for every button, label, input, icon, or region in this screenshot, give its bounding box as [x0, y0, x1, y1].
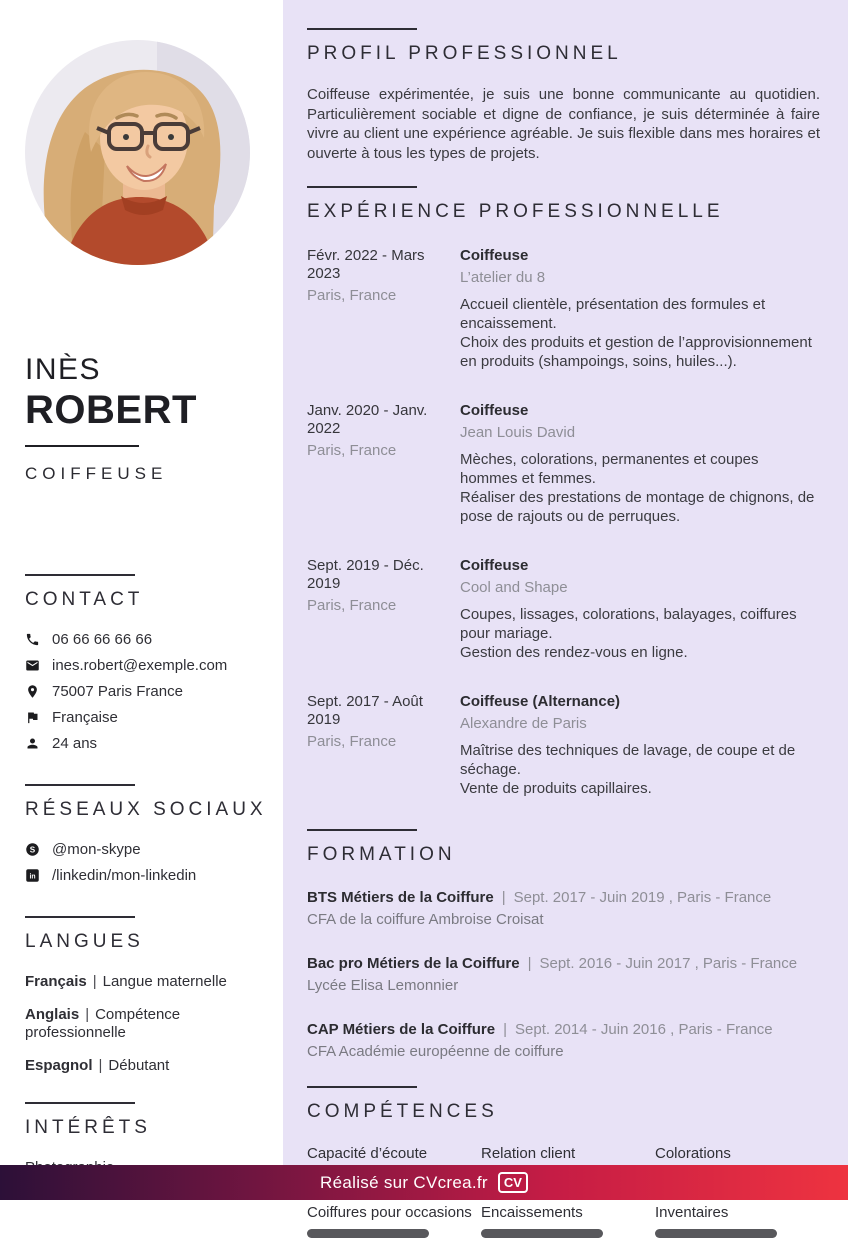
- skype-icon: [25, 842, 40, 857]
- interests-heading: INTÉRÊTS: [25, 1117, 151, 1138]
- formation-title: Bac pro Métiers de la Coiffure: [307, 955, 520, 972]
- separator: |: [503, 1021, 508, 1038]
- formation-dates-location: Sept. 2016 - Juin 2017 , Paris - France: [539, 955, 798, 972]
- experience-entry: [307, 402, 820, 526]
- separator: |: [98, 1056, 103, 1074]
- skill-item: [481, 1204, 633, 1238]
- profile-heading: PROFIL PROFESSIONNEL: [307, 43, 622, 64]
- experience-company: L’atelier du 8: [460, 269, 546, 286]
- experience-entry: [307, 557, 820, 662]
- experience-entry-right: [460, 247, 820, 371]
- separator: |: [527, 955, 532, 972]
- contact-value: 24 ans: [52, 735, 98, 752]
- skill-label: Encaissements: [481, 1204, 583, 1221]
- last-name: ROBERT: [25, 388, 197, 432]
- formation-title: BTS Métiers de la Coiffure: [307, 889, 494, 906]
- formation-entry-header: [307, 954, 820, 973]
- formation-entry: [307, 888, 820, 928]
- experience-entry-right: [460, 557, 820, 662]
- section-overline: [25, 1102, 135, 1104]
- experience-description: [460, 295, 820, 371]
- experience-entry-right: [460, 402, 820, 526]
- formation-heading: FORMATION: [307, 844, 456, 865]
- skill-label: Relation client: [481, 1145, 576, 1162]
- svg-text:in: in: [29, 873, 36, 881]
- sidebar: [0, 0, 283, 1165]
- avatar-illustration: [25, 40, 250, 265]
- formation-title: CAP Métiers de la Coiffure: [307, 1021, 496, 1038]
- experience-location: Paris, France: [307, 287, 397, 304]
- svg-text:S: S: [29, 845, 36, 855]
- section-overline: [307, 186, 417, 188]
- skill-label: Coiffures pour occasions: [307, 1204, 472, 1221]
- experience-description-line: Choix des produits et gestion de l’approvisionnement en produits (shampoings, soins, huiles...).: [460, 334, 812, 370]
- experience-dates: Sept. 2017 - Août 2019: [307, 693, 423, 728]
- skill-bar-fill: [655, 1229, 777, 1238]
- section-overline: [25, 574, 135, 576]
- formation-dates-location: Sept. 2017 - Juin 2019 , Paris - France: [513, 889, 772, 906]
- contact-value: 75007 Paris France: [52, 683, 183, 700]
- experience-location: Paris, France: [307, 442, 397, 459]
- email-icon: [25, 658, 40, 673]
- experience-dates: Sept. 2019 - Déc. 2019: [307, 557, 424, 592]
- linkedin-icon: [25, 868, 40, 883]
- contact-value[interactable]: /linkedin/mon-linkedin: [52, 867, 197, 884]
- social-item: [25, 867, 265, 884]
- section-overline: [307, 1086, 417, 1088]
- experience-description: [460, 741, 820, 798]
- language-level: Compétence professionnelle: [25, 1006, 181, 1041]
- experience-dates: Janv. 2020 - Janv. 2022: [307, 402, 428, 437]
- languages-heading: LANGUES: [25, 931, 144, 952]
- languages-section: [25, 916, 265, 1074]
- experience-entry-left: [307, 693, 452, 798]
- location-icon: [25, 684, 40, 699]
- skill-label: Inventaires: [655, 1204, 729, 1221]
- contact-value: Française: [52, 709, 118, 726]
- experience-company: Alexandre de Paris: [460, 715, 587, 732]
- experience-section: [307, 186, 820, 798]
- first-name: INÈS: [25, 353, 102, 386]
- experience-list: [307, 247, 820, 798]
- experience-location: Paris, France: [307, 733, 397, 750]
- experience-description: [460, 605, 820, 662]
- language-name: Français: [25, 973, 87, 990]
- languages-list: [25, 973, 265, 1074]
- language-item: [25, 1057, 250, 1074]
- contact-item: [25, 631, 265, 648]
- section-overline: [25, 784, 135, 786]
- formation-school: CFA de la coiffure Ambroise Croisat: [307, 911, 544, 928]
- contact-section: [25, 574, 265, 752]
- contact-item: [25, 709, 265, 726]
- social-section: [25, 784, 265, 884]
- separator: |: [92, 973, 97, 990]
- person-icon: [25, 736, 40, 751]
- name-underline: [25, 445, 139, 447]
- skill-bar-fill: [307, 1229, 429, 1238]
- formation-entry: [307, 954, 820, 994]
- contact-value[interactable]: @mon-skype: [52, 841, 141, 858]
- formation-section: [307, 829, 820, 1060]
- separator: |: [501, 889, 506, 906]
- language-item: [25, 973, 250, 990]
- profile-section: [307, 28, 820, 163]
- experience-description: [460, 450, 820, 526]
- experience-heading: EXPÉRIENCE PROFESSIONNELLE: [307, 201, 724, 222]
- experience-entry: [307, 247, 820, 371]
- experience-dates: Févr. 2022 - Mars 2023: [307, 247, 425, 282]
- experience-job-title: Coiffeuse: [460, 402, 529, 419]
- contact-heading: CONTACT: [25, 589, 144, 610]
- avatar: [25, 40, 250, 265]
- skills-section: [307, 1086, 820, 1238]
- experience-description-line: Vente de produits capillaires.: [460, 780, 652, 797]
- section-overline: [307, 28, 417, 30]
- language-level: Langue maternelle: [102, 973, 227, 990]
- skill-bar-track: [307, 1229, 459, 1238]
- cvcrea-logo: CV: [498, 1172, 528, 1193]
- section-overline: [25, 916, 135, 918]
- formation-list: [307, 888, 820, 1060]
- experience-entry-left: [307, 402, 452, 526]
- contact-item: [25, 683, 265, 700]
- skill-item: [655, 1204, 807, 1238]
- contact-item: [25, 735, 265, 752]
- formation-entry: [307, 1020, 820, 1060]
- experience-job-title: Coiffeuse: [460, 247, 529, 264]
- language-name: Anglais: [25, 1006, 80, 1024]
- skill-item: [307, 1204, 472, 1238]
- phone-icon: [25, 632, 40, 647]
- language-level: Débutant: [108, 1056, 170, 1074]
- experience-entry-left: [307, 557, 452, 662]
- social-item: [25, 841, 265, 858]
- experience-entry: [307, 693, 820, 798]
- experience-company: Cool and Shape: [460, 579, 568, 596]
- job-title: COIFFEUSE: [25, 464, 168, 483]
- skill-bar-track: [481, 1229, 633, 1238]
- formation-entry-header: [307, 888, 820, 907]
- experience-location: Paris, France: [307, 597, 397, 614]
- experience-entry-right: [460, 693, 820, 798]
- contact-value: 06 66 66 66 66: [52, 631, 153, 648]
- skill-label: Colorations: [655, 1145, 731, 1162]
- section-overline: [307, 829, 417, 831]
- footer-text: Réalisé sur CVcrea.fr: [320, 1172, 488, 1192]
- experience-description-line: Réaliser des prestations de montage de chignons, de pose de rajouts ou de perruques.: [460, 489, 815, 525]
- flag-icon: [25, 710, 40, 725]
- language-name: Espagnol: [25, 1056, 93, 1074]
- contact-value[interactable]: ines.robert@exemple.com: [52, 657, 228, 674]
- experience-description-line: Gestion des rendez-vous en ligne.: [460, 644, 688, 661]
- name-block: [25, 353, 265, 484]
- experience-description-line: Maîtrise des techniques de lavage, de coupe et de séchage.: [460, 742, 796, 778]
- contact-item: [25, 657, 265, 674]
- formation-school: CFA Académie européenne de coiffure: [307, 1043, 564, 1060]
- social-heading: RÉSEAUX SOCIAUX: [25, 799, 267, 820]
- social-list: [25, 841, 265, 884]
- formation-dates-location: Sept. 2014 - Juin 2016 , Paris - France: [515, 1021, 773, 1038]
- separator: |: [85, 1006, 90, 1024]
- experience-job-title: Coiffeuse (Alternance): [460, 693, 621, 710]
- profile-text: Coiffeuse expérimentée, je suis une bonne communicante au quotidien. Particulièrement sociable et digne de confiance, je suis déterminée à faire vivre au client une expérience agréable. Je suis flexible dans mes horaires et ouverte à tous les types de projets.: [307, 86, 820, 162]
- formation-entry-header: [307, 1020, 820, 1039]
- contact-list: [25, 631, 265, 752]
- experience-description-line: Accueil clientèle, présentation des formules et encaissement.: [460, 296, 766, 332]
- skill-label: Capacité d’écoute: [307, 1145, 428, 1162]
- skill-bar-fill: [481, 1229, 603, 1238]
- experience-description-line: Mèches, colorations, permanentes et coupes hommes et femmes.: [460, 451, 759, 487]
- experience-company: Jean Louis David: [460, 424, 576, 441]
- skill-bar-track: [655, 1229, 807, 1238]
- experience-entry-left: [307, 247, 452, 371]
- language-item: [25, 1006, 250, 1041]
- formation-school: Lycée Elisa Lemonnier: [307, 977, 459, 994]
- skills-heading: COMPÉTENCES: [307, 1101, 498, 1122]
- footer-banner[interactable]: [0, 1165, 848, 1200]
- experience-description-line: Coupes, lissages, colorations, balayages, coiffures pour mariage.: [460, 606, 797, 642]
- experience-job-title: Coiffeuse: [460, 557, 529, 574]
